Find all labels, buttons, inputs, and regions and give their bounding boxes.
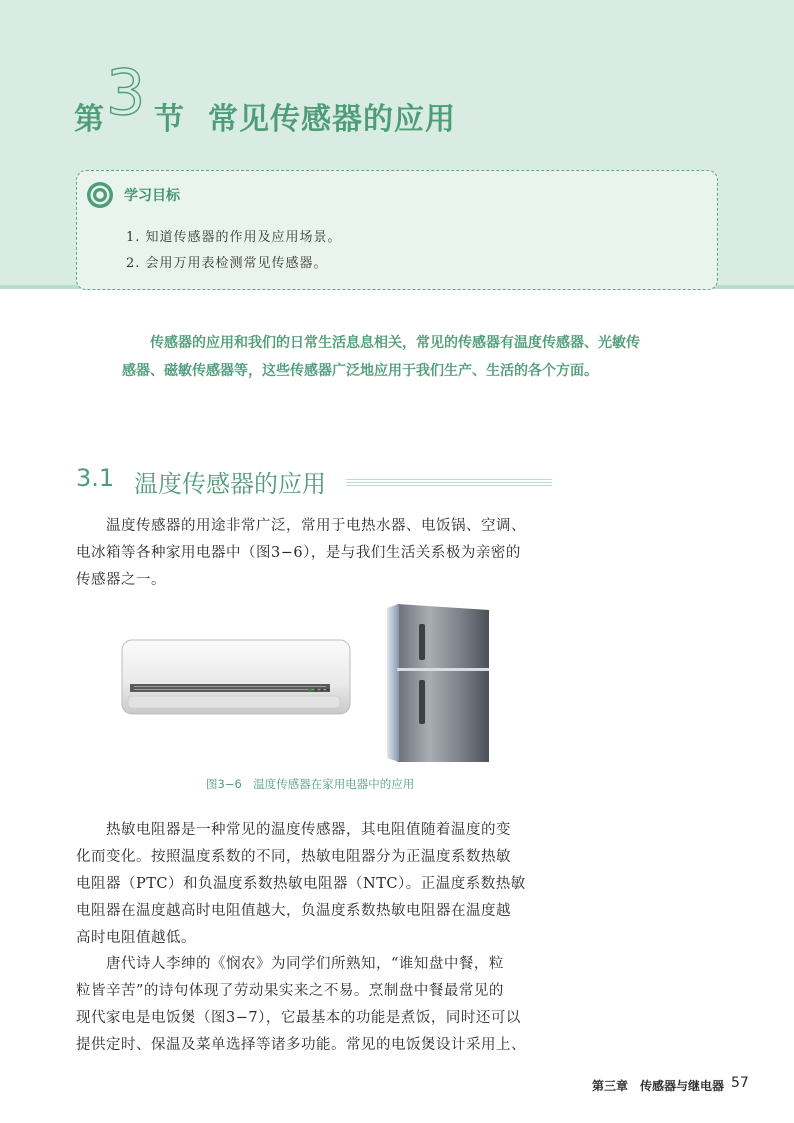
air-conditioner-image xyxy=(120,638,352,718)
subsection-rule xyxy=(346,479,552,486)
paragraph-line: 电冰箱等各种家用电器中（图3−6），是与我们生活关系极为亲密的 xyxy=(76,545,521,561)
paragraph-line: 热敏电阻器是一种常见的温度传感器，其电阻值随着温度的变 xyxy=(76,822,511,838)
subsection-title: 温度传感器的应用 xyxy=(134,470,326,498)
refrigerator-image xyxy=(385,602,493,764)
section-word-jie: 节 xyxy=(154,102,184,137)
paragraph-line: 传感器之一。 xyxy=(76,572,166,588)
objectives-title: 学习目标 xyxy=(124,188,180,204)
figure-caption: 图3−6 温度传感器在家用电器中的应用 xyxy=(206,777,415,791)
objective-item: 2. 会用万用表检测常见传感器。 xyxy=(126,256,328,271)
intro-line: 感器、磁敏传感器等，这些传感器广泛地应用于我们生产、生活的各个方面。 xyxy=(122,363,598,379)
footer-chapter: 第三章 传感器与继电器 xyxy=(592,1079,725,1093)
section-word-di: 第 xyxy=(74,102,104,137)
paragraph-line: 提供定时、保温及菜单选择等诸多功能。常见的电饭煲设计采用上、 xyxy=(76,1037,526,1053)
paragraph-line: 高时电阻值越低。 xyxy=(76,930,196,946)
page-number: 57 xyxy=(731,1075,749,1091)
section-number: 3 xyxy=(106,56,146,129)
paragraph-line: 唐代诗人李绅的《悯农》为同学们所熟知，“谁知盘中餐，粒 xyxy=(76,956,504,972)
target-icon xyxy=(86,181,114,209)
paragraph-line: 电阻器（PTC）和负温度系数热敏电阻器（NTC）。正温度系数热敏 xyxy=(76,876,526,892)
intro-line: 传感器的应用和我们的日常生活息息相关，常见的传感器有温度传感器、光敏传 xyxy=(150,335,640,351)
paragraph-line: 温度传感器的用途非常广泛，常用于电热水器、电饭锅、空调、 xyxy=(76,518,526,534)
objective-item: 1. 知道传感器的作用及应用场景。 xyxy=(126,230,342,245)
section-title: 常见传感器的应用 xyxy=(208,102,456,137)
paragraph-line: 电阻器在温度越高时电阻值越大，负温度系数热敏电阻器在温度越 xyxy=(76,903,511,919)
paragraph-line: 现代家电是电饭煲（图3−7），它最基本的功能是煮饭，同时还可以 xyxy=(76,1010,521,1026)
paragraph-line: 化而变化。按照温度系数的不同，热敏电阻器分为正温度系数热敏 xyxy=(76,849,511,865)
paragraph-line: 粒皆辛苦”的诗句体现了劳动果实来之不易。烹制盘中餐最常见的 xyxy=(76,983,504,999)
subsection-number: 3.1 xyxy=(76,464,115,492)
